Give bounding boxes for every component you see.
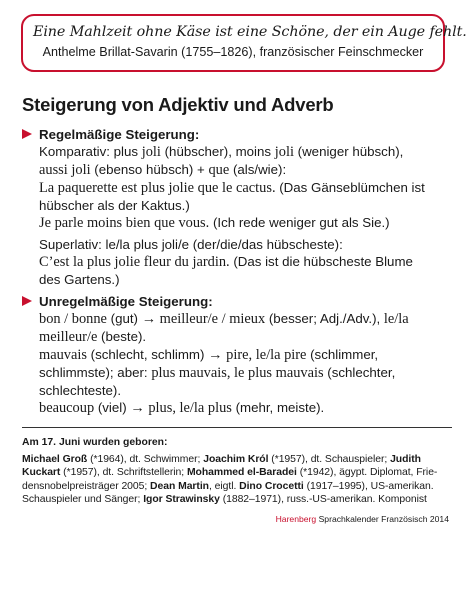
example-line: La paquerette est plus jolie que le cactus. (Das Gänseblümchen ist (39, 180, 425, 196)
komparativ-line: Komparativ: plus joli (hübscher), moins joli (weniger hübsch), (39, 144, 404, 160)
triangle-arrow-icon (22, 129, 32, 139)
birthday-text: (*1964), dt. Schwimmer; (87, 454, 204, 465)
irregular-line: schlimmste); aber: plus mauvais, le plus mauvais (schlechter, (39, 365, 396, 381)
quote-text: Eine Mahlzeit ohne Käse ist eine Schöne, der ein Auge fehlt. (33, 24, 467, 40)
example-line: hübscher als der Kaktus.) (39, 198, 190, 213)
birthday-text: (1882–1971), russ.-US-amerikan. Komponist (219, 494, 427, 506)
birthday-text: Schauspieler und Sänger; (22, 494, 144, 506)
person-name: Mohammed el-Baradei (186, 467, 297, 479)
birthdays-line (22, 480, 454, 493)
footer-credit (276, 514, 449, 524)
irregular-line: mauvais (schlecht, schlimm) → pire, le/la pire (schlimmer, (39, 347, 379, 363)
birthdays-line (22, 453, 454, 466)
birthday-text: , eigtl. (208, 480, 240, 492)
superlativ-line: Superlativ: le/la plus joli/e (der/die/das hübscheste): (39, 237, 343, 252)
triangle-arrow-icon (22, 296, 32, 306)
person-name: Joachim Król (203, 454, 269, 465)
brand-name: Harenberg (275, 514, 317, 524)
birthday-text: (*1942), ägypt. Diplomat, Frie- (296, 467, 438, 479)
irregular-comparison-title: Unregelmäßige Steigerung: (22, 293, 452, 310)
irregular-line: beaucoup (viel) → plus, le/la plus (mehr, meiste). (39, 400, 325, 416)
quote-author: Anthelme Brillat-Savarin (1755–1826), französischer Feinschmecker (42, 45, 424, 59)
regular-comparison-section (22, 126, 452, 288)
birthdays-section (22, 436, 454, 507)
irregular-comparison-section (22, 293, 452, 417)
person-name: Dino Crocetti (239, 480, 304, 492)
irregular-line: schlechteste). (39, 383, 122, 398)
birthdays-title: Am 17. Juni wurden geboren: (22, 437, 168, 448)
person-name: Kuckart (22, 467, 61, 479)
birthday-text: densnobelpreisträger 2005; (22, 480, 151, 492)
divider (22, 427, 452, 428)
person-name: Dean Martin (150, 480, 209, 492)
birthday-text: (1917–1995), US-amerikan. (303, 480, 434, 492)
birthdays-line (22, 493, 454, 506)
example-line: des Gartens.) (39, 272, 120, 287)
irregular-line: bon / bonne (gut) → meilleur/e / mieux (besser; Adj./Adv.), le/la (39, 311, 409, 327)
birthdays-line (22, 466, 454, 479)
page-title: Steigerung von Adjektiv und Adverb (22, 94, 334, 115)
quote-box (21, 14, 467, 72)
person-name: Judith (390, 454, 421, 465)
person-name: Michael Groß (22, 454, 88, 465)
irregular-line: meilleur/e (beste). (39, 329, 147, 345)
aussi-line: aussi joli (ebenso hübsch) + que (als/wie): (39, 162, 287, 178)
example-line: Je parle moins bien que vous. (Ich rede weniger gut als Sie.) (39, 215, 390, 231)
person-name: Igor Strawinsky (143, 494, 220, 506)
birthday-text: (*1957), dt. Schriftstellerin; (60, 467, 187, 479)
birthday-text: (*1957), dt. Schauspieler; (268, 454, 391, 465)
calendar-title: Sprachkalender Französisch 2014 (316, 514, 449, 524)
regular-comparison-title: Regelmäßige Steigerung: (22, 126, 452, 143)
example-line: C’est la plus jolie fleur du jardin. (Das ist die hübscheste Blume (39, 254, 413, 270)
